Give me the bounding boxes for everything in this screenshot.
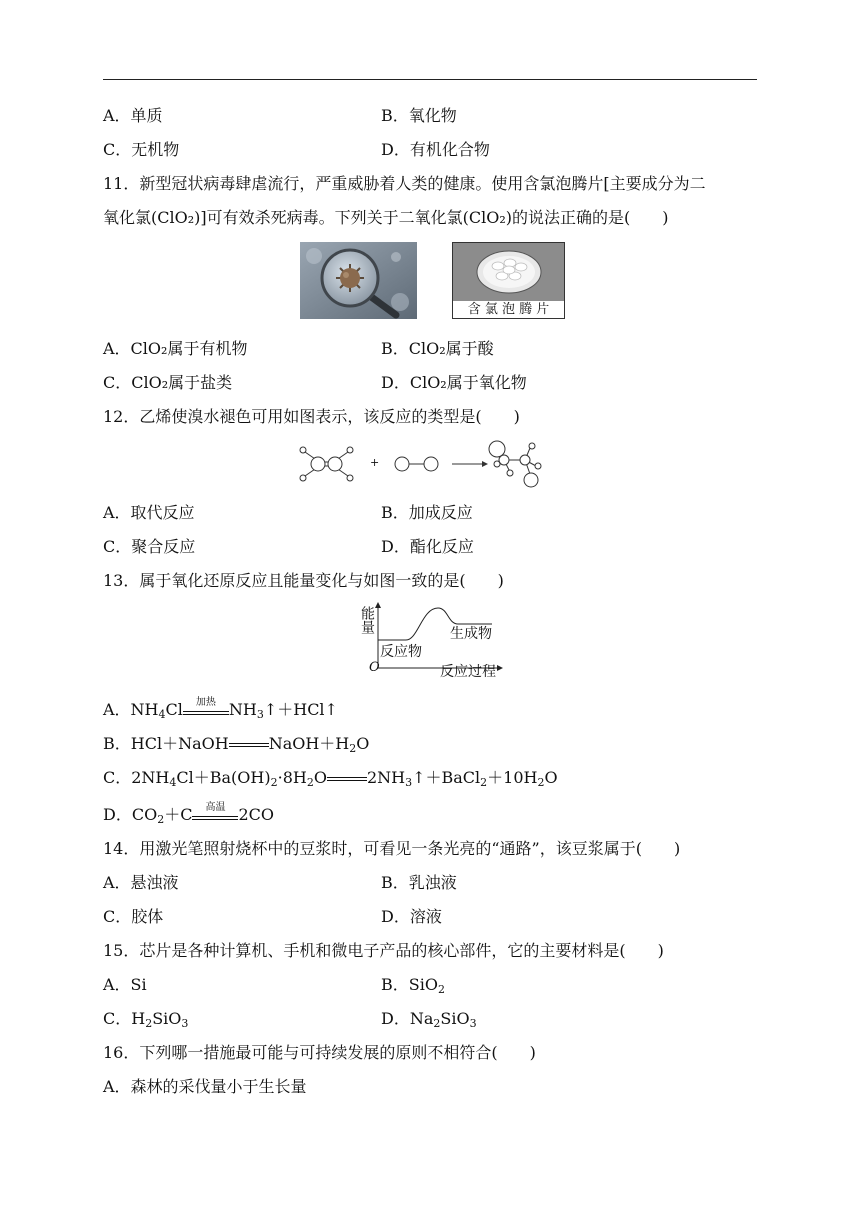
equals-sign <box>229 738 269 752</box>
q15-stem: 15．芯片是各种计算机、手机和微电子产品的核心部件，它的主要材料是( ) <box>103 941 664 960</box>
q15-option-b[interactable]: B．SiO$_2$ <box>381 975 445 996</box>
graph-origin: O <box>369 660 380 675</box>
q12-option-c[interactable]: C．聚合反应 <box>103 537 196 556</box>
q14-option-c[interactable]: C．胶体 <box>103 907 164 926</box>
q14-option-a[interactable]: A．悬浊液 <box>103 873 179 892</box>
chlorine-tablet-photo <box>452 242 565 319</box>
q12-option-d[interactable]: D．酯化反应 <box>381 537 474 556</box>
q12-option-a[interactable]: A．取代反应 <box>103 503 195 522</box>
virus-magnifier-photo <box>300 242 417 319</box>
q13-option-c[interactable]: C．$2NH_4Cl+Ba(OH)_2\cdot 8H_2O$ $2NH_3↑+BaCl_2+10H_2O$ <box>103 768 558 789</box>
q13-stem: 13．属于氧化还原反应且能量变化与如图一致的是( ) <box>103 571 504 590</box>
q11-option-d[interactable]: D．ClO₂属于氧化物 <box>381 373 527 392</box>
q12-option-b[interactable]: B．加成反应 <box>381 503 473 522</box>
q16-option-a[interactable]: A．森林的采伐量小于生长量 <box>103 1077 307 1096</box>
q13-option-d[interactable]: D．$CO_2+C$ 高温 2CO <box>103 801 274 826</box>
high-temp-condition-arrow: 高温 <box>192 807 238 825</box>
q15-option-d[interactable]: D．$Na_2SiO_3$ <box>381 1009 477 1030</box>
graph-y-label: 能量 <box>359 606 375 634</box>
q11-option-b[interactable]: B．ClO₂属于酸 <box>381 339 494 358</box>
tablet-caption: 含 氯 泡 腾 片 <box>467 302 550 317</box>
q16-stem: 16．下列哪一措施最可能与可持续发展的原则不相符合( ) <box>103 1043 536 1062</box>
q15-option-a[interactable]: A．Si <box>103 975 147 994</box>
heating-condition-arrow: 加热 <box>183 702 229 720</box>
graph-x-label: 反应过程 <box>440 664 496 680</box>
q13-option-a[interactable]: A．$NH_4Cl$ 加热 $NH_3↑+HCl↑$ <box>103 696 338 721</box>
q11-option-c[interactable]: C．ClO₂属于盐类 <box>103 373 233 392</box>
graph-reactant-label: 反应物 <box>380 644 422 660</box>
q14-option-b[interactable]: B．乳浊液 <box>381 873 457 892</box>
q14-option-d[interactable]: D．溶液 <box>381 907 442 926</box>
q10-option-a[interactable]: A．单质 <box>103 106 163 125</box>
q13-option-b[interactable]: B．HCl＋NaOH $NaOH+H_2O$ <box>103 734 370 755</box>
q10-option-c[interactable]: C．无机物 <box>103 140 180 159</box>
q10-option-d[interactable]: D．有机化合物 <box>381 140 490 159</box>
q11-option-a[interactable]: A．ClO₂属于有机物 <box>103 339 248 358</box>
equals-sign <box>327 772 367 786</box>
q11-stem-line2: 氧化氯(ClO₂)]可有效杀死病毒。下列关于二氧化氯(ClO₂)的说法正确的是( ) <box>103 208 669 227</box>
q14-stem: 14．用激光笔照射烧杯中的豆浆时，可看见一条光亮的“通路”，该豆浆属于( ) <box>103 839 681 858</box>
q12-stem: 12．乙烯使溴水褪色可用如图表示，该反应的类型是( ) <box>103 407 520 426</box>
q11-stem-line1: 11．新型冠状病毒肆虐流行，严重威胁着人类的健康。使用含氯泡腾片[主要成分为二 <box>103 174 706 193</box>
header-rule <box>103 79 757 80</box>
q10-option-b[interactable]: B．氧化物 <box>381 106 457 125</box>
energy-profile-graph <box>360 600 510 686</box>
ethylene-bromine-diagram <box>292 436 572 492</box>
q15-option-c[interactable]: C．$H_2SiO_3$ <box>103 1009 189 1030</box>
graph-product-label: 生成物 <box>450 626 492 642</box>
plus-sign: + <box>370 456 380 469</box>
